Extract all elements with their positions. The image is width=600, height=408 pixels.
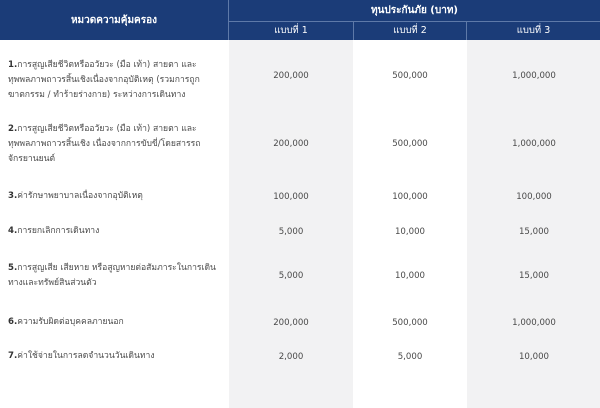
plan-3-value: 15,000 <box>518 271 550 281</box>
plan-2-value: 10,000 <box>394 271 426 281</box>
header-plan-1: แบบที่ 1 <box>274 25 308 36</box>
plan-1-value: 200,000 <box>273 318 309 328</box>
plan-3-value: 15,000 <box>518 227 550 237</box>
plan-2-value: 500,000 <box>392 71 428 81</box>
plan-1-value: 5,000 <box>278 271 304 281</box>
plan-3-value: 1,000,000 <box>512 71 556 81</box>
plan-2-value: 10,000 <box>394 227 426 237</box>
row-category: 4.การยกเลิกการเดินทาง <box>8 226 100 236</box>
plan-3-value: 1,000,000 <box>512 318 556 328</box>
row-category: 7.ค่าใช้จ่ายในการลดจำนวนวันเดินทาง <box>8 351 155 361</box>
row-category: 2.การสูญเสียชีวิตหรืออวัยวะ (มือ เท้า) สายตา และทุพพลภาพถาวรสิ้นเชิง เนื่องจากการขับขี่/โดยสารรถจักรยานยนต์ <box>8 124 201 164</box>
header-plan-3: แบบที่ 3 <box>516 25 551 36</box>
header-sum-insured: ทุนประกันภัย (บาท) <box>370 5 459 16</box>
plan-2-value: 100,000 <box>392 192 428 202</box>
row-category: 3.ค่ารักษาพยาบาลเนื่องจากอุบัติเหตุ <box>8 191 143 201</box>
plan-2-value: 500,000 <box>392 318 428 328</box>
row-category: 5.การสูญเสีย เสียหาย หรือสูญหายต่อสัมภาระในการเดินทางและทรัพย์สินส่วนตัว <box>8 263 216 288</box>
plan-2-value: 5,000 <box>397 352 423 362</box>
row-category: 6.ความรับผิดต่อบุคคลภายนอก <box>8 317 124 327</box>
header-plan-2: แบบที่ 2 <box>393 25 427 36</box>
header-category: หมวดความคุ้มครอง <box>70 14 158 26</box>
plan-1-value: 5,000 <box>278 227 304 237</box>
plan-3-value: 100,000 <box>516 192 552 202</box>
plan-3-value: 10,000 <box>518 352 550 362</box>
plan-2-value: 500,000 <box>392 139 428 149</box>
plan-1-value: 200,000 <box>273 139 309 149</box>
plan-1-value: 2,000 <box>278 352 304 362</box>
plan-1-value: 100,000 <box>273 192 309 202</box>
row-category: 1.การสูญเสียชีวิตหรืออวัยวะ (มือ เท้า) สายตา และทุพพลภาพถาวรสิ้นเชิงเนื่องจากอุบัติเหตุ (รวมการถูกฆาตกรรม / ทำร้ายร่างกาย) ระหว่างการเดินทาง <box>8 60 200 100</box>
plan-1-value: 200,000 <box>273 71 309 81</box>
plan-3-value: 1,000,000 <box>512 139 556 149</box>
